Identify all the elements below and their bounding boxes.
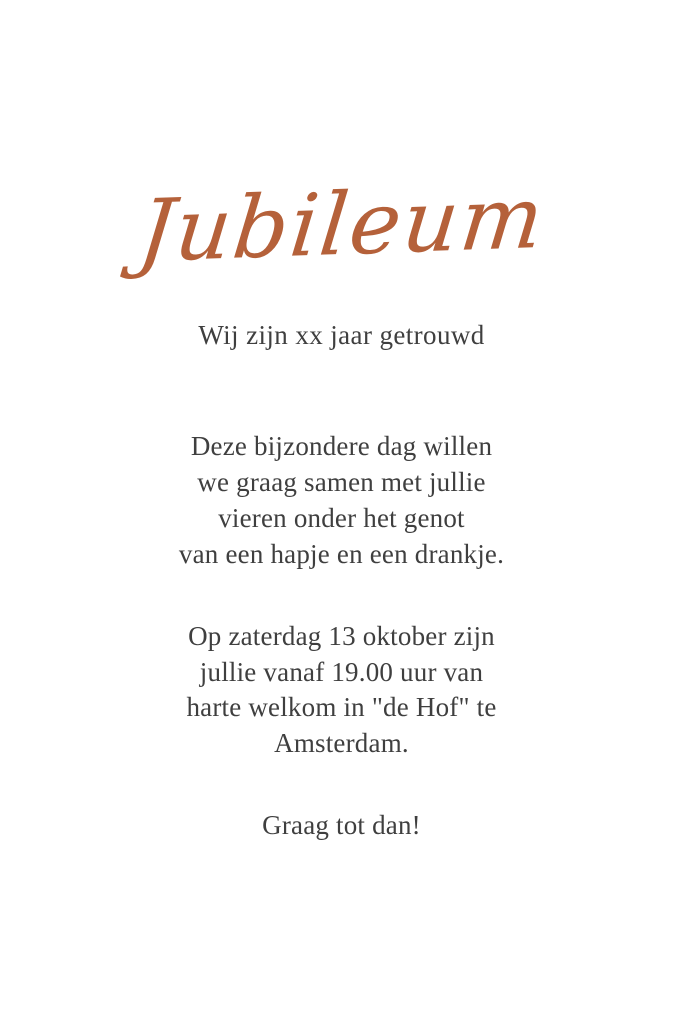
paragraph-line: Graag tot dan! [262, 810, 421, 841]
paragraph-line: we graag samen met jullie [197, 466, 486, 497]
page-title: Jubileum [133, 167, 550, 283]
headline-container [0, 150, 683, 300]
paragraph-line: van een hapje en een drankje. [178, 538, 505, 569]
subtitle: Wij zijn xx jaar getrouwd [198, 320, 485, 350]
paragraph-line: harte welkom in "de Hof" te [186, 692, 497, 723]
paragraph-line: Op zaterdag 13 oktober zijn [188, 620, 495, 651]
intro-paragraph [179, 429, 504, 573]
paragraph-line: jullie vanaf 19.00 uur van [199, 656, 484, 687]
details-paragraph [186, 619, 496, 763]
closing-paragraph [262, 808, 421, 844]
paragraph-line: vieren onder het genot [218, 502, 465, 533]
paragraph-line: Amsterdam. [274, 728, 409, 759]
paragraph-line: Deze bijzondere dag willen [190, 431, 493, 461]
